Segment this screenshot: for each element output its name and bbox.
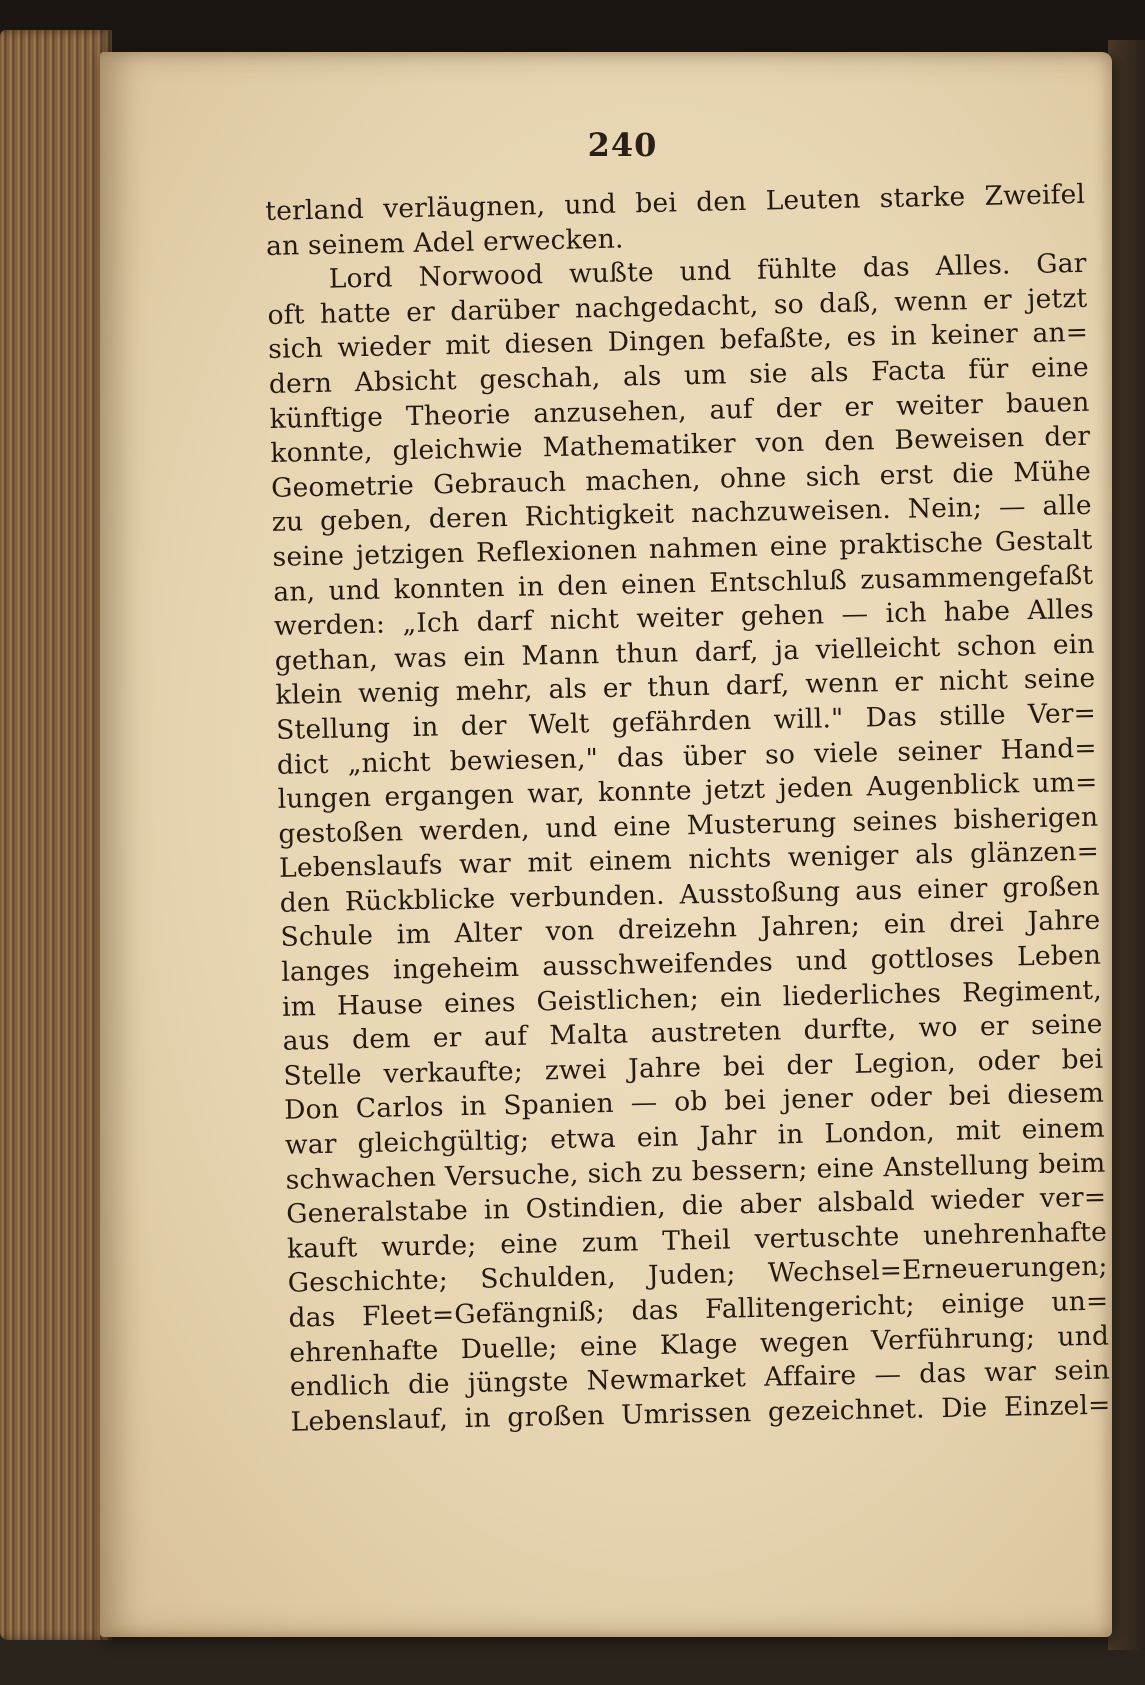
text-line: Schule im Alter von dreizehn Jahren; ein drei Jahre [280, 905, 1101, 954]
text-line: gestoßen werden, und eine Musterung seines bisherigen [278, 801, 1099, 850]
text-line: ehrenhafte Duelle; eine Klage wegen Verführung; und [288, 1320, 1110, 1369]
text-line: den Rückblicke verbunden. Ausstoßung aus einer großen [279, 870, 1100, 919]
text-line: Stellung in der Welt gefährden will." Das stille Ver= [275, 697, 1097, 746]
text-line: Lebenslaufs war mit einem nichts weniger als glänzen= [278, 835, 1100, 885]
text-line: war gleichgültig; etwa ein Jahr in London, mit einem [284, 1112, 1106, 1161]
text-line: Stelle verkaufte; zwei Jahre bei der Legion, oder bei [283, 1043, 1104, 1092]
text-line: oft hatte er darüber nachgedacht, so daß, wenn er jetzt [267, 282, 1088, 331]
text-line: Lebenslauf, in großen Umrissen gezeichnet. Die Einzel= [290, 1389, 1111, 1438]
text-line: klein wenig mehr, als er thun darf, wenn er nicht seine [275, 663, 1096, 712]
text-line: dern Absicht geschah, als um sie als Facta für eine [268, 351, 1090, 400]
text-line: werden: „Ich darf nicht weiter gehen — ich habe Alles [273, 593, 1095, 643]
book-binding-edge [1108, 40, 1145, 1650]
text-line: an seinem Adel erwecken. [265, 223, 624, 262]
text-line: zu geben, deren Richtigkeit nachzuweisen. Nein; — alle [271, 490, 1093, 539]
text-line: langes ingeheim ausschweifendes und gottloses Leben [280, 939, 1102, 988]
text-line: terland verläugnen, und bei den Leuten starke Zweifel [265, 178, 1086, 227]
text-line: das Fleet=Gefängniß; das Fallitengericht; einige un= [288, 1285, 1109, 1334]
text-line: im Hause eines Geistlichen; ein liederliches Regiment, [281, 974, 1103, 1023]
text-line: Geschichte; Schulden, Juden; Wechsel=Erneuerungen; [287, 1250, 1108, 1300]
book-page-edges [0, 30, 112, 1640]
text-line: dict „nicht bewiesen," das über so viele seiner Hand= [276, 732, 1098, 781]
text-line: an, und konnten in den einen Entschluß zusammengefaßt [272, 559, 1094, 608]
text-line: sich wieder mit diesen Dingen befaßte, es in keiner an= [267, 317, 1089, 366]
text-line: endlich die jüngste Newmarket Affaire — das war sein [289, 1354, 1111, 1403]
text-line: schwachen Versuche, sich zu bessern; eine Anstellung beim [285, 1147, 1106, 1196]
text-line: gethan, was ein Mann thun darf, ja vielleicht schon ein [274, 628, 1095, 677]
text-line: seine jetzigen Reflexionen nahmen eine praktische Gestalt [272, 524, 1093, 573]
text-line: kauft wurde; eine zum Theil vertuschte unehrenhafte [286, 1216, 1108, 1265]
body-text [265, 178, 1111, 1440]
text-line: Don Carlos in Spanien — ob bei jener oder bei diesem [283, 1078, 1105, 1127]
text-line: konnte, gleichwie Mathematiker von den Beweisen der [270, 420, 1091, 470]
page-number: 240 [587, 126, 658, 164]
text-line: aus dem er auf Malta austreten durfte, wo er seine [282, 1008, 1103, 1058]
text-line: lungen ergangen war, konnte jetzt jeden Augenblick um= [277, 766, 1098, 815]
text-line: künftige Theorie anzusehen, auf der er weiter bauen [269, 386, 1090, 435]
text-line: Lord Norwood wußte und fühlte das Alles. Gar [328, 247, 1087, 295]
text-line: Generalstabe in Ostindien, die aber alsbald wieder ver= [286, 1181, 1107, 1230]
text-line: Geometrie Gebrauch machen, ohne sich erst die Mühe [270, 455, 1092, 504]
